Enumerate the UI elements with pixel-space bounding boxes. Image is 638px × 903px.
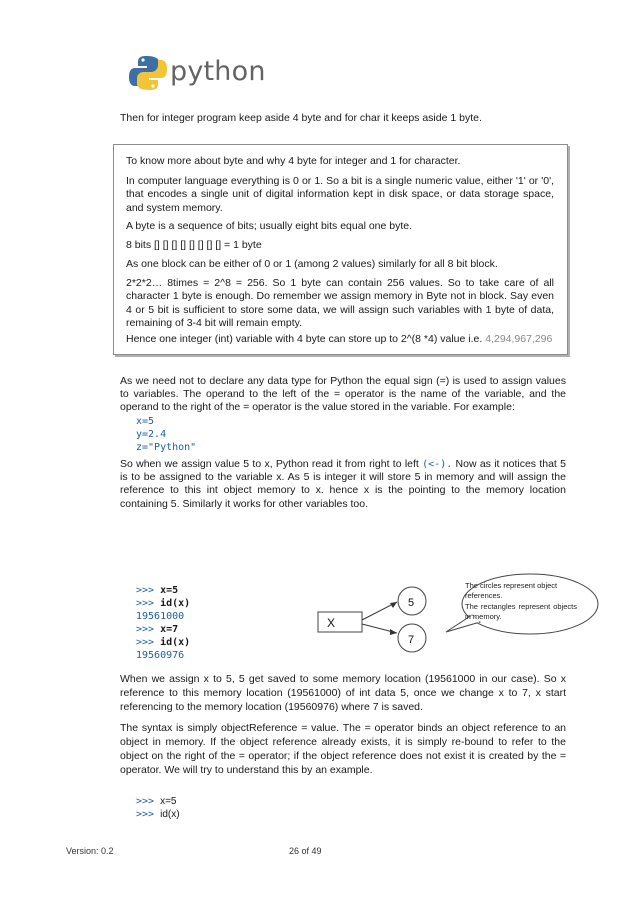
shell-line: >>> x=5 <box>136 796 177 807</box>
info-box <box>113 144 568 355</box>
code-example <box>136 415 196 454</box>
box-line-last: Hence one integer (int) variable with 4 byte can store up to 2^(8 *4) value i.e. 4,294,967,296 <box>126 333 553 345</box>
intro-text: Then for integer program keep aside 4 byte and for char it keeps aside 1 byte. <box>120 112 482 124</box>
page-number: 26 of 49 <box>289 846 322 856</box>
shell-line: >>> id(x) <box>136 598 191 609</box>
paragraph-memory-location: When we assign x to 5, 5 get saved to some memory location (19561000 in our case). So x reference to this memory location (19561000) of int data 5, once we change x to 7, x start referencing to the memory location (19560976) where 7 is saved. <box>120 673 566 713</box>
code-line: z="Python" <box>136 442 197 453</box>
shell-output: 19560976 <box>136 650 185 661</box>
box-line: 2*2*2… 8times = 2^8 = 256. So 1 byte can contain 256 values. So to take care of all character 1 byte is enough. Do remember we assign memory in Byte not in block. Say even 4 or 5 bit is sufficient to store some data, we will assign such variables with 1 byte of data, remaining of 3-4 bit will remain empty. <box>126 277 554 329</box>
max-int-value: 4,294,967,296 <box>485 333 553 345</box>
arrow-notation: (<-). <box>422 459 453 470</box>
shell-session <box>136 584 190 662</box>
paragraph-syntax: The syntax is simply objectReference = value. The = operator binds an object reference to an object in memory. If the object reference already exists, it is simply re-bound to refer to the object on the right of the = operator; if the object reference does not exist it is created by the = operator. We will try to understand this by an example. <box>120 722 566 776</box>
object-value: 7 <box>408 634 415 646</box>
code-line: y=2.4 <box>136 429 167 440</box>
paragraph-assignment: As we need not to declare any data type for Python the equal sign (=) is used to assign values to variables. The operand to the left of the = operator is the name of the variable, and the operand to the right of the = operator is the value stored in the variable. For example: <box>120 375 566 414</box>
shell-output: 19561000 <box>136 611 185 622</box>
shell-line: >>> x=5 <box>136 585 179 596</box>
version-label: Version: 0.2 <box>66 846 114 856</box>
shell-session <box>136 795 180 821</box>
variable-box <box>318 612 362 632</box>
box-line: A byte is a sequence of bits; usually eight bits equal one byte. <box>126 220 413 232</box>
box-line: In computer language everything is 0 or 1. So a bit is a single numeric value, either '1' or '0', that encodes a single unit of digital information kept in disk space, or data storage space, and system memory. <box>126 175 554 214</box>
shell-line: >>> id(x) <box>136 637 191 648</box>
python-logo-text: python <box>170 56 266 87</box>
paragraph-right-to-left: So when we assign value 5 to x, Python read it from right to left (<-). Now as it notices that 5 is to be assigned to the variable x. As 5 is integer it will store 5 in memory and will assign the reference to this int object memory to x. hence x is the pointing to the memory location containing 5. Similarly it works for other variables too. <box>120 458 566 510</box>
object-value: 5 <box>408 597 415 609</box>
shell-line: >>> x=7 <box>136 624 179 635</box>
code-line: x=5 <box>136 416 155 427</box>
callout-text: The circles represent object references. The rectangles represent objects in memory. <box>465 581 577 621</box>
variable-label: X <box>327 616 336 630</box>
box-line: To know more about byte and why 4 byte for integer and 1 for character. <box>126 155 461 167</box>
shell-line: >>> id(x) <box>136 809 180 820</box>
box-line: 8 bits [] [] [] [] [] [] [] [] = 1 byte <box>126 239 262 251</box>
box-line: As one block can be either of 0 or 1 (among 2 values) similarly for all 8 bit block. <box>126 258 498 270</box>
